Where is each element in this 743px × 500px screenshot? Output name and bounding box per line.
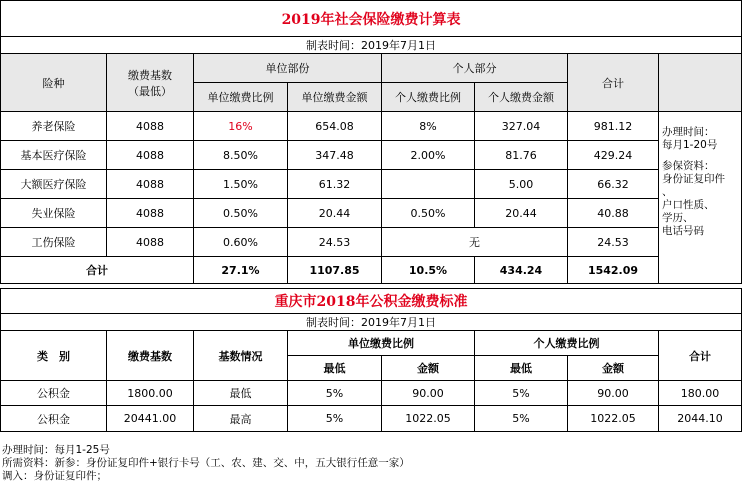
header-base-line2: （最低）	[128, 84, 172, 98]
row-unit-amount: 20.44	[288, 199, 382, 228]
header-unit-rate: 单位缴费比例	[288, 331, 475, 356]
row-personal-amount: 20.44	[475, 199, 568, 228]
row-unit-rate: 16%	[194, 112, 288, 141]
sum-total: 1542.09	[568, 257, 659, 284]
header-base	[107, 54, 194, 112]
row-personal-amount: 90.00	[568, 381, 659, 406]
row-name: 公积金	[1, 381, 107, 406]
header-category: 类 别	[1, 331, 107, 381]
row-total: 180.00	[659, 381, 742, 406]
header-base-status: 基数情况	[194, 331, 288, 381]
header-unit-amount: 金额	[382, 356, 475, 381]
side-note-line: 学历、	[662, 212, 694, 224]
row-unit-amount: 654.08	[288, 112, 382, 141]
row-unit-min: 5%	[288, 406, 382, 432]
row-name: 养老保险	[1, 112, 107, 141]
row-unit-amount: 24.53	[288, 228, 382, 257]
table-row	[1, 228, 742, 257]
side-note-line: 户口性质、	[662, 199, 715, 211]
row-status: 最低	[194, 381, 288, 406]
row-total: 429.24	[568, 141, 659, 170]
table-row	[1, 141, 742, 170]
row-base: 4088	[107, 141, 194, 170]
row-personal-rate: 2.00%	[382, 141, 475, 170]
row-unit-min: 5%	[288, 381, 382, 406]
row-unit-rate: 0.50%	[194, 199, 288, 228]
housing-fund-table	[0, 288, 742, 432]
header-unit-min: 最低	[288, 356, 382, 381]
row-personal-rate	[382, 170, 475, 199]
row-unit-rate: 8.50%	[194, 141, 288, 170]
row-base: 1800.00	[107, 381, 194, 406]
row-name: 工伤保险	[1, 228, 107, 257]
row-personal-min: 5%	[475, 406, 568, 432]
row-base: 4088	[107, 112, 194, 141]
row-personal-none: 无	[382, 228, 568, 257]
header-base: 缴费基数	[107, 331, 194, 381]
sum-unit-amount: 1107.85	[288, 257, 382, 284]
table-row	[1, 381, 742, 406]
header-unit-rate: 单位缴费比例	[194, 83, 288, 112]
row-status: 最高	[194, 406, 288, 432]
table2-title: 重庆市2018年公积金缴费标准	[1, 289, 742, 314]
side-note-line: 参保资料：	[662, 160, 715, 172]
header-personal-amount: 个人缴费金额	[475, 83, 568, 112]
side-note-line: 每月1-20号	[662, 139, 718, 151]
side-note-line: 、	[662, 186, 673, 198]
header-personal-rate: 个人缴费比例	[475, 331, 659, 356]
header-unit-amount: 单位缴费金额	[288, 83, 382, 112]
row-name: 失业保险	[1, 199, 107, 228]
row-personal-min: 5%	[475, 381, 568, 406]
row-total: 24.53	[568, 228, 659, 257]
row-total: 40.88	[568, 199, 659, 228]
sum-row	[1, 257, 742, 284]
header-personal-amount: 金额	[568, 356, 659, 381]
note-line: 所需资料：新参：身份证复印件+银行卡号（工、农、建、交、中，五大银行任意一家）	[2, 457, 410, 469]
sum-unit-rate: 27.1%	[194, 257, 288, 284]
row-unit-amount: 61.32	[288, 170, 382, 199]
table-row	[1, 112, 742, 141]
side-note-line: 身份证复印件	[662, 173, 725, 185]
row-personal-amount: 1022.05	[568, 406, 659, 432]
table1-date: 制表时间：2019年7月1日	[1, 37, 742, 54]
sum-personal-amount: 434.24	[475, 257, 568, 284]
row-personal-amount: 81.76	[475, 141, 568, 170]
row-personal-amount: 5.00	[475, 170, 568, 199]
row-name: 公积金	[1, 406, 107, 432]
row-unit-rate: 0.60%	[194, 228, 288, 257]
row-unit-amount: 1022.05	[382, 406, 475, 432]
table-row	[1, 170, 742, 199]
row-base: 4088	[107, 170, 194, 199]
row-total: 66.32	[568, 170, 659, 199]
table1-title: 2019年社会保险缴费计算表	[1, 1, 742, 37]
sum-personal-rate: 10.5%	[382, 257, 475, 284]
row-unit-amount: 90.00	[382, 381, 475, 406]
table2-date: 制表时间：2019年7月1日	[1, 314, 742, 331]
header-blank	[659, 54, 742, 112]
row-base: 20441.00	[107, 406, 194, 432]
side-note-line: 电话号码	[662, 225, 704, 237]
header-personal-min: 最低	[475, 356, 568, 381]
row-total: 981.12	[568, 112, 659, 141]
header-total: 合计	[568, 54, 659, 112]
table-row	[1, 199, 742, 228]
side-note-line: 办理时间：	[662, 126, 715, 138]
header-type: 险种	[1, 54, 107, 112]
note-line: 调入：身份证复印件；	[2, 470, 107, 482]
row-base: 4088	[107, 228, 194, 257]
row-name: 基本医疗保险	[1, 141, 107, 170]
side-note	[659, 112, 742, 284]
row-personal-rate: 0.50%	[382, 199, 475, 228]
bottom-notes	[2, 444, 410, 483]
header-base-line1: 缴费基数	[128, 68, 172, 82]
row-total: 2044.10	[659, 406, 742, 432]
row-personal-rate: 8%	[382, 112, 475, 141]
header-personal-part: 个人部分	[382, 54, 568, 83]
row-unit-amount: 347.48	[288, 141, 382, 170]
table-row	[1, 406, 742, 432]
row-personal-amount: 327.04	[475, 112, 568, 141]
header-personal-rate: 个人缴费比例	[382, 83, 475, 112]
row-unit-rate: 1.50%	[194, 170, 288, 199]
sum-label: 合计	[1, 257, 194, 284]
row-base: 4088	[107, 199, 194, 228]
header-unit-part: 单位部份	[194, 54, 382, 83]
header-total: 合计	[659, 331, 742, 381]
row-name: 大额医疗保险	[1, 170, 107, 199]
note-line: 办理时间：每月1-25号	[2, 444, 110, 456]
